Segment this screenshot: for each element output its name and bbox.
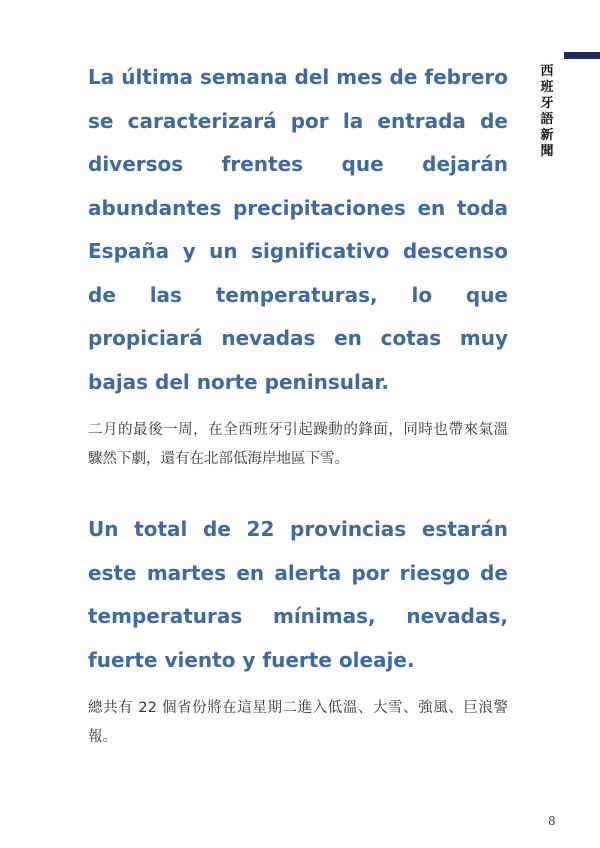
article-1-spanish: La última semana del mes de febrero se caracterizará por la entrada de diversos frentes que dejarán abundantes precipitaciones en toda España y un significativo descenso de las temperaturas, lo que propiciará nevadas en cotas muy bajas del norte peninsular. bbox=[88, 65, 508, 394]
article-2-spanish: Un total de 22 provincias estarán este martes en alerta por riesgo de temperaturas mínimas, nevadas, fuerte viento y fuerte oleaje. bbox=[88, 517, 508, 672]
section-accent-bar bbox=[564, 52, 600, 59]
article-1-chinese: 二月的最後一周，在全西班牙引起躁動的鋒面，同時也帶來氣溫驟然下劇，還有在北部低海岸地區下雪。 bbox=[88, 422, 508, 467]
page-content bbox=[88, 56, 508, 752]
page-number: 8 bbox=[548, 814, 556, 828]
article-2-chinese: 總共有 22 個省份將在這星期二進入低溫、大雪、強風、巨浪警報。 bbox=[88, 700, 508, 745]
section-label: 西班牙語新聞 bbox=[540, 64, 554, 159]
